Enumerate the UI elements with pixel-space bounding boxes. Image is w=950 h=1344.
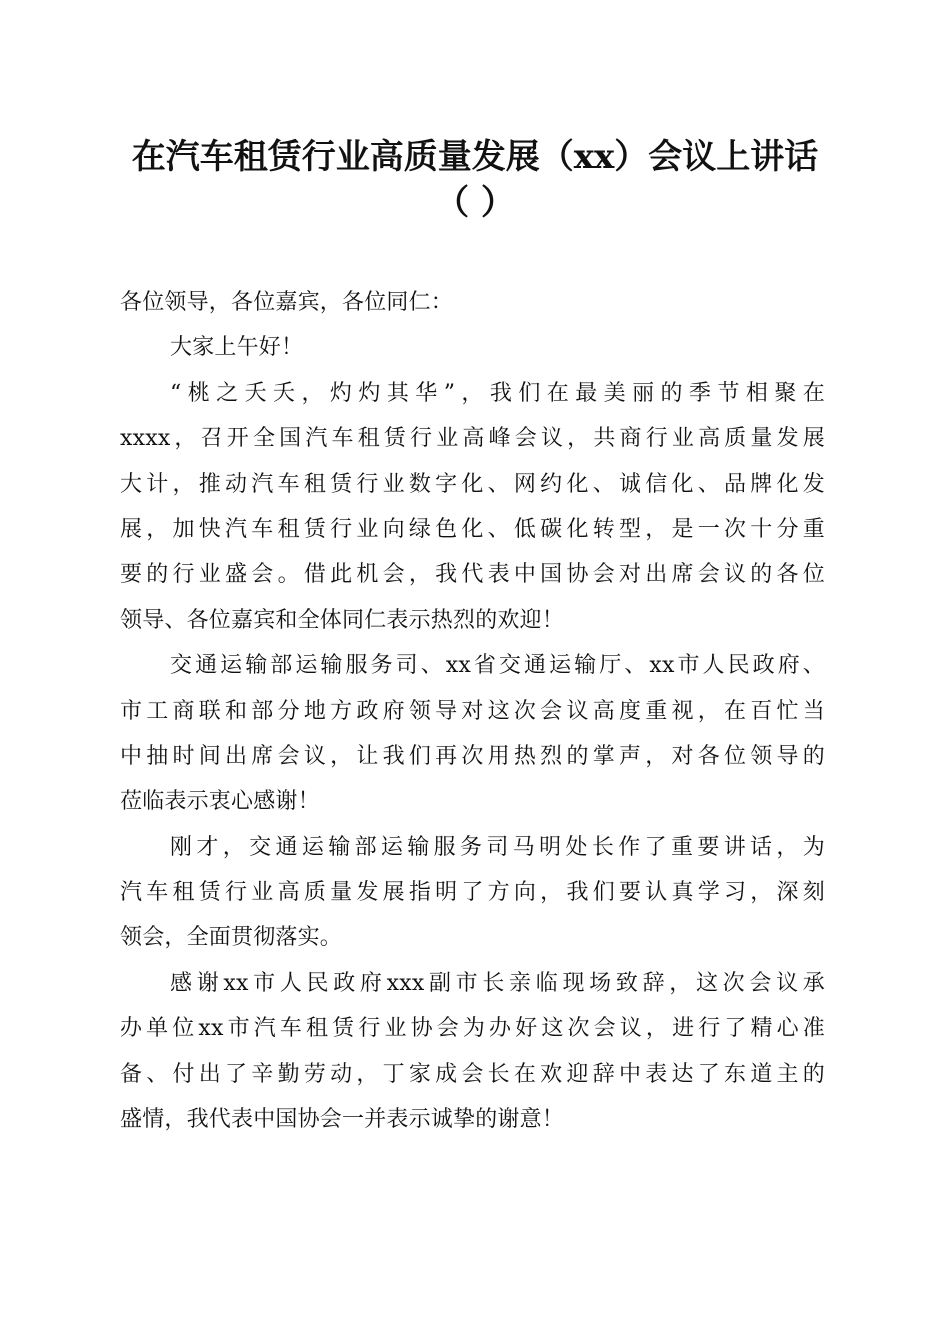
paragraph-line: 汽车租赁行业高质量发展指明了方向，我们要认真学习，深刻 — [120, 880, 825, 906]
paragraph-line: 大计，推动汽车租赁行业数字化、网约化、诚信化、品牌化发 — [120, 471, 825, 497]
title-line-1: 在汽车租赁行业高质量发展（xx）会议上讲话 — [131, 137, 819, 177]
title-line-2: （ ） — [435, 183, 515, 223]
paragraph-line: 领导、各位嘉宾和全体同仁表示热烈的欢迎！ — [120, 607, 565, 633]
paragraph-line: 领会，全面贯彻落实。 — [120, 925, 343, 951]
paragraph-line: 莅临表示衷心感谢！ — [120, 789, 320, 815]
paragraph-1 — [120, 371, 825, 643]
paragraph-line: 中抽时间出席会议，让我们再次用热烈的掌声，对各位领导的 — [120, 743, 825, 769]
paragraph-4 — [120, 961, 825, 1143]
paragraph-line: xxxx，召开全国汽车租赁行业高峰会议，共商行业高质量发展 — [120, 426, 825, 452]
paragraph-2 — [120, 643, 825, 825]
paragraph-line: 交通运输部运输服务司、xx省交通运输厅、xx市人民政府、 — [170, 653, 825, 679]
paragraph-line: 感谢xx市人民政府xxx副市长亲临现场致辞，这次会议承 — [170, 970, 825, 996]
greeting: 大家上午好！ — [170, 335, 304, 361]
paragraph-line: 展，加快汽车租赁行业向绿色化、低碳化转型，是一次十分重 — [120, 516, 825, 542]
paragraph-line: 要的行业盛会。借此机会，我代表中国协会对出席会议的各位 — [120, 562, 825, 588]
paragraph-line: “桃之夭夭，灼灼其华”，我们在最美丽的季节相聚在 — [170, 380, 825, 406]
salutation: 各位领导，各位嘉宾，各位同仁： — [120, 290, 454, 315]
document-body — [120, 280, 825, 1142]
paragraph-3 — [120, 825, 825, 961]
paragraph-line: 刚才，交通运输部运输服务司马明处长作了重要讲话，为 — [170, 834, 825, 860]
document-title — [100, 134, 850, 226]
paragraph-line: 备、付出了辛勤劳动，丁家成会长在欢迎辞中表达了东道主的 — [120, 1061, 825, 1087]
paragraph-line: 办单位xx市汽车租赁行业协会为办好这次会议，进行了精心准 — [120, 1016, 825, 1042]
paragraph-line: 盛情，我代表中国协会一并表示诚挚的谢意！ — [120, 1107, 565, 1133]
paragraph-line: 市工商联和部分地方政府领导对这次会议高度重视，在百忙当 — [120, 698, 825, 724]
